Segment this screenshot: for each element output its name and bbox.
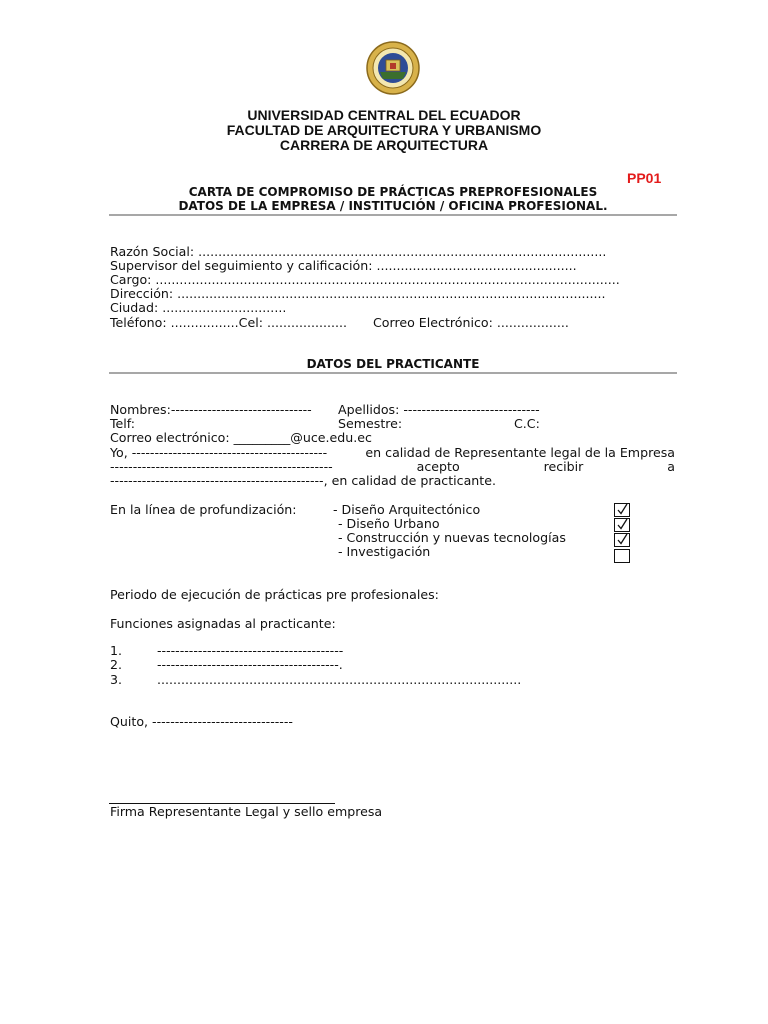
recibir-text: recibir: [543, 459, 584, 474]
funcion-number: 2.: [110, 657, 123, 672]
checkbox-diseno-urbano[interactable]: [614, 518, 630, 532]
checkbox-investigacion[interactable]: [614, 549, 630, 563]
form-code: PP01: [627, 170, 662, 186]
funcion-field[interactable]: -----------------------------------------: [157, 643, 344, 658]
cc-field[interactable]: C.C:: [514, 416, 540, 431]
funcion-field[interactable]: ...........................................................................................: [157, 672, 522, 687]
company-section-title: DATOS DE LA EMPRESA / INSTITUCIÓN / OFICINA PROFESIONAL.: [178, 199, 608, 213]
semestre-field[interactable]: Semestre:: [338, 416, 403, 431]
a-text: a: [667, 459, 675, 474]
nombres-field[interactable]: Nombres:-------------------------------: [110, 402, 312, 417]
practicante-field[interactable]: -----------------------------------------------, en calidad de practicante.: [110, 473, 496, 488]
checkmark-icon: [616, 502, 629, 516]
faculty-name: FACULTAD DE ARQUITECTURA Y URBANISMO: [226, 122, 542, 138]
funcion-number: 3.: [110, 672, 123, 687]
periodo-label: Periodo de ejecución de prácticas pre profesionales:: [110, 587, 439, 602]
option-label: - Investigación: [338, 544, 431, 559]
funcion-field[interactable]: ----------------------------------------.: [157, 657, 343, 672]
quito-date-field[interactable]: Quito, -------------------------------: [110, 714, 293, 729]
direccion-field[interactable]: Dirección: ...........................................................................................................: [110, 286, 606, 301]
apellidos-field[interactable]: Apellidos: ------------------------------: [338, 402, 540, 417]
section-divider: [109, 214, 677, 216]
checkmark-icon: [616, 532, 629, 546]
university-name: UNIVERSIDAD CENTRAL DEL ECUADOR: [247, 107, 521, 123]
option-label: - Diseño Arquitectónico: [333, 502, 481, 517]
funcion-number: 1.: [110, 643, 123, 658]
representante-line: [110, 445, 675, 460]
correo-estudiante-field[interactable]: Correo electrónico: _________@uce.edu.ec: [110, 430, 372, 445]
section-divider: [109, 372, 677, 374]
representante-text: en calidad de Representante legal de la Empresa: [365, 445, 675, 460]
telf-field[interactable]: Telf:: [110, 416, 136, 431]
funciones-label: Funciones asignadas al practicante:: [110, 616, 336, 631]
profundizacion-label: En la línea de profundización:: [110, 502, 297, 517]
ciudad-field[interactable]: Ciudad: ...............................: [110, 300, 287, 315]
document-title: CARTA DE COMPROMISO DE PRÁCTICAS PREPROFESIONALES: [188, 185, 598, 199]
supervisor-field[interactable]: Supervisor del seguimiento y calificación: ..................................................: [110, 258, 577, 273]
signature-caption: Firma Representante Legal y sello empresa: [110, 804, 383, 819]
razon-social-field[interactable]: Razón Social: ......................................................................................................: [110, 244, 607, 259]
university-seal-logo: [366, 41, 420, 95]
cargo-field[interactable]: Cargo: ....................................................................................................................: [110, 272, 620, 287]
telefono-field[interactable]: Teléfono: .................Cel: ....................: [110, 315, 348, 330]
career-name: CARRERA DE ARQUITECTURA: [279, 137, 489, 153]
student-section-title: DATOS DEL PRACTICANTE: [306, 357, 480, 371]
checkbox-construccion[interactable]: [614, 533, 630, 547]
option-label: - Diseño Urbano: [338, 516, 440, 531]
acepto-text: acepto: [416, 459, 460, 474]
empresa-field[interactable]: -------------------------------------------------: [110, 459, 333, 474]
checkbox-diseno-arquitectonico[interactable]: [614, 503, 630, 517]
option-label: - Construcción y nuevas tecnologías: [338, 530, 566, 545]
correo-empresa-field[interactable]: Correo Electrónico: ..................: [373, 315, 569, 330]
checkmark-icon: [616, 517, 629, 531]
acepto-line: [110, 459, 675, 474]
yo-field[interactable]: Yo, -------------------------------------------: [110, 445, 328, 460]
